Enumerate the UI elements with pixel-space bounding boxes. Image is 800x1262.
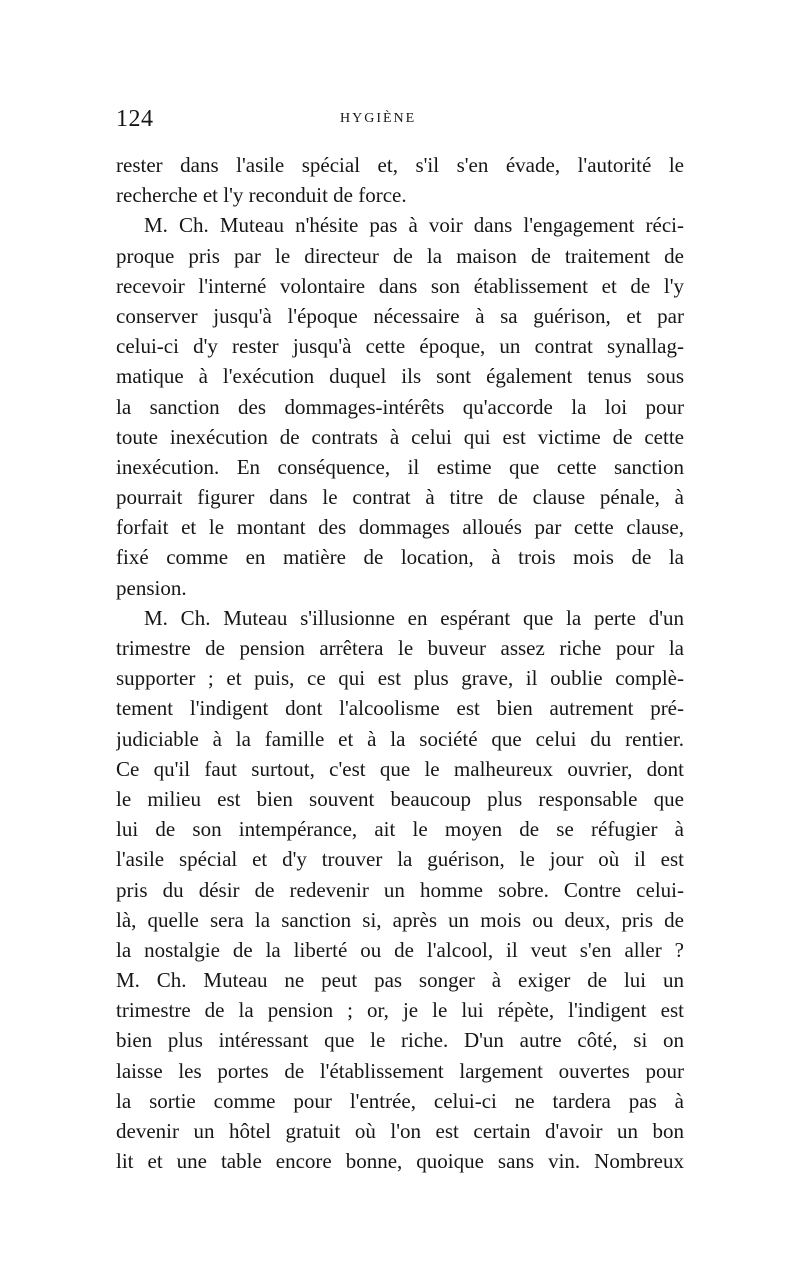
- body-text: [116, 150, 684, 1176]
- text-line: pourrait figurer dans le contrat à titre de clause pénale, à: [116, 485, 684, 510]
- text-line: l'asile spécial et d'y trouver la guérison, le jour où il est: [116, 847, 684, 872]
- text-line: matique à l'exécution duquel ils sont également tenus sous: [116, 364, 684, 389]
- text-line: tement l'indigent dont l'alcoolisme est bien autrement pré-: [116, 696, 684, 721]
- text-line: recherche et l'y reconduit de force.: [116, 183, 407, 208]
- text-line: le milieu est bien souvent beaucoup plus responsable que: [116, 786, 684, 811]
- text-line: M. Ch. Muteau s'illusionne en espérant que la perte d'un: [144, 605, 684, 630]
- text-line: laisse les portes de l'établissement largement ouvertes pour: [116, 1058, 684, 1083]
- text-line: inexécution. En conséquence, il estime que cette sanction: [116, 454, 684, 479]
- text-line: pension.: [116, 575, 187, 600]
- text-line: bien plus intéressant que le riche. D'un autre côté, si on: [116, 1028, 684, 1053]
- running-head: HYGIÈNE: [340, 111, 417, 126]
- page-number: 124: [116, 106, 154, 132]
- page-header: [116, 104, 684, 134]
- text-line: lit et une table encore bonne, quoique sans vin. Nombreux: [116, 1149, 684, 1174]
- text-line: trimestre de la pension ; or, je le lui répète, l'indigent est: [116, 998, 684, 1023]
- text-line: la sortie comme pour l'entrée, celui-ci ne tardera pas à: [116, 1088, 684, 1113]
- text-line: M. Ch. Muteau ne peut pas songer à exiger de lui un: [116, 968, 684, 993]
- text-line: conserver jusqu'à l'époque nécessaire à sa guérison, et par: [116, 303, 684, 328]
- text-line: là, quelle sera la sanction si, après un mois ou deux, pris de: [116, 907, 684, 932]
- text-line: supporter ; et puis, ce qui est plus grave, il oublie complè-: [116, 666, 684, 691]
- text-line: devenir un hôtel gratuit où l'on est certain d'avoir un bon: [116, 1119, 684, 1143]
- text-line: la sanction des dommages-intérêts qu'accorde la loi pour: [116, 394, 684, 419]
- text-line: forfait et le montant des dommages alloués par cette clause,: [116, 515, 684, 540]
- text-line: fixé comme en matière de location, à trois mois de la: [116, 545, 684, 570]
- text-line: celui-ci d'y rester jusqu'à cette époque, un contrat synallag-: [116, 334, 684, 359]
- text-line: pris du désir de redevenir un homme sobre. Contre celui-: [116, 877, 684, 902]
- text-line: M. Ch. Muteau n'hésite pas à voir dans l'engagement réci-: [144, 213, 684, 238]
- text-line: toute inexécution de contrats à celui qui est victime de cette: [116, 424, 684, 449]
- text-line: la nostalgie de la liberté ou de l'alcool, il veut s'en aller ?: [116, 937, 684, 962]
- text-line: proque pris par le directeur de la maison de traitement de: [116, 243, 684, 268]
- text-line: recevoir l'interné volontaire dans son établissement et de l'y: [116, 273, 684, 298]
- text-line: lui de son intempérance, ait le moyen de se réfugier à: [116, 817, 684, 842]
- text-line: trimestre de pension arrêtera le buveur assez riche pour la: [116, 636, 684, 660]
- text-line: rester dans l'asile spécial et, s'il s'en évade, l'autorité le: [116, 153, 684, 177]
- text-line: judiciable à la famille et à la société que celui du rentier.: [116, 726, 684, 751]
- text-line: Ce qu'il faut surtout, c'est que le malheureux ouvrier, dont: [116, 756, 684, 781]
